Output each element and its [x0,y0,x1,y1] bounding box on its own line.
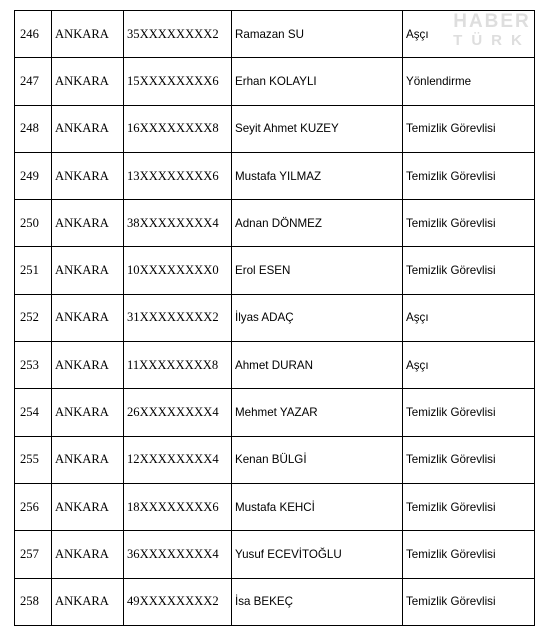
cell-full-name: Erol ESEN [232,247,403,294]
table-row [15,531,535,578]
cell-row-number: 247 [15,58,52,105]
cell-full-name: İsa BEKEÇ [232,578,403,625]
cell-position: Temizlik Görevlisi [403,389,535,436]
cell-position: Aşçı [403,342,535,389]
cell-row-number: 246 [15,11,52,58]
cell-row-number: 258 [15,578,52,625]
personnel-table [14,10,535,626]
cell-city: ANKARA [52,531,124,578]
cell-id-number: 31XXXXXXXX2 [124,294,232,341]
cell-full-name: Adnan DÖNMEZ [232,200,403,247]
table-row [15,247,535,294]
cell-full-name: Mustafa YILMAZ [232,152,403,199]
cell-id-number: 35XXXXXXXX2 [124,11,232,58]
cell-position: Temizlik Görevlisi [403,152,535,199]
cell-position: Aşçı [403,11,535,58]
cell-row-number: 254 [15,389,52,436]
watermark-line-2: TÜRK [453,32,531,49]
cell-city: ANKARA [52,200,124,247]
cell-full-name: Mehmet YAZAR [232,389,403,436]
cell-row-number: 255 [15,436,52,483]
cell-id-number: 16XXXXXXXX8 [124,105,232,152]
cell-full-name: Ramazan SU [232,11,403,58]
table-row [15,342,535,389]
cell-city: ANKARA [52,483,124,530]
cell-city: ANKARA [52,247,124,294]
cell-row-number: 251 [15,247,52,294]
cell-city: ANKARA [52,436,124,483]
cell-city: ANKARA [52,389,124,436]
cell-full-name: İlyas ADAÇ [232,294,403,341]
cell-position: Temizlik Görevlisi [403,247,535,294]
cell-city: ANKARA [52,152,124,199]
cell-row-number: 252 [15,294,52,341]
table-row [15,483,535,530]
cell-position: Temizlik Görevlisi [403,436,535,483]
cell-row-number: 249 [15,152,52,199]
table-row [15,105,535,152]
cell-position: Temizlik Görevlisi [403,200,535,247]
table-row [15,11,535,58]
table-row [15,578,535,625]
cell-id-number: 49XXXXXXXX2 [124,578,232,625]
cell-id-number: 15XXXXXXXX6 [124,58,232,105]
cell-position: Temizlik Görevlisi [403,578,535,625]
cell-id-number: 36XXXXXXXX4 [124,531,232,578]
cell-full-name: Yusuf ECEVİTOĞLU [232,531,403,578]
cell-position: Temizlik Görevlisi [403,105,535,152]
cell-city: ANKARA [52,11,124,58]
cell-row-number: 248 [15,105,52,152]
cell-city: ANKARA [52,105,124,152]
cell-row-number: 253 [15,342,52,389]
cell-id-number: 38XXXXXXXX4 [124,200,232,247]
table-row [15,58,535,105]
table-row [15,389,535,436]
cell-id-number: 12XXXXXXXX4 [124,436,232,483]
cell-city: ANKARA [52,342,124,389]
cell-city: ANKARA [52,58,124,105]
cell-id-number: 26XXXXXXXX4 [124,389,232,436]
table-row [15,152,535,199]
table-row [15,200,535,247]
watermark-line-1: HABER [453,11,531,32]
cell-full-name: Seyit Ahmet KUZEY [232,105,403,152]
table-row [15,436,535,483]
cell-full-name: Kenan BÜLGİ [232,436,403,483]
cell-id-number: 11XXXXXXXX8 [124,342,232,389]
cell-id-number: 13XXXXXXXX6 [124,152,232,199]
personnel-table-body [15,11,535,626]
cell-position: Yönlendirme [403,58,535,105]
cell-position: Aşçı [403,294,535,341]
cell-row-number: 257 [15,531,52,578]
cell-row-number: 250 [15,200,52,247]
cell-full-name: Ahmet DURAN [232,342,403,389]
cell-city: ANKARA [52,578,124,625]
cell-position: Temizlik Görevlisi [403,531,535,578]
cell-position: Temizlik Görevlisi [403,483,535,530]
cell-full-name: Erhan KOLAYLI [232,58,403,105]
cell-city: ANKARA [52,294,124,341]
table-row [15,294,535,341]
cell-id-number: 18XXXXXXXX6 [124,483,232,530]
cell-full-name: Mustafa KEHCİ [232,483,403,530]
cell-id-number: 10XXXXXXXX0 [124,247,232,294]
cell-row-number: 256 [15,483,52,530]
